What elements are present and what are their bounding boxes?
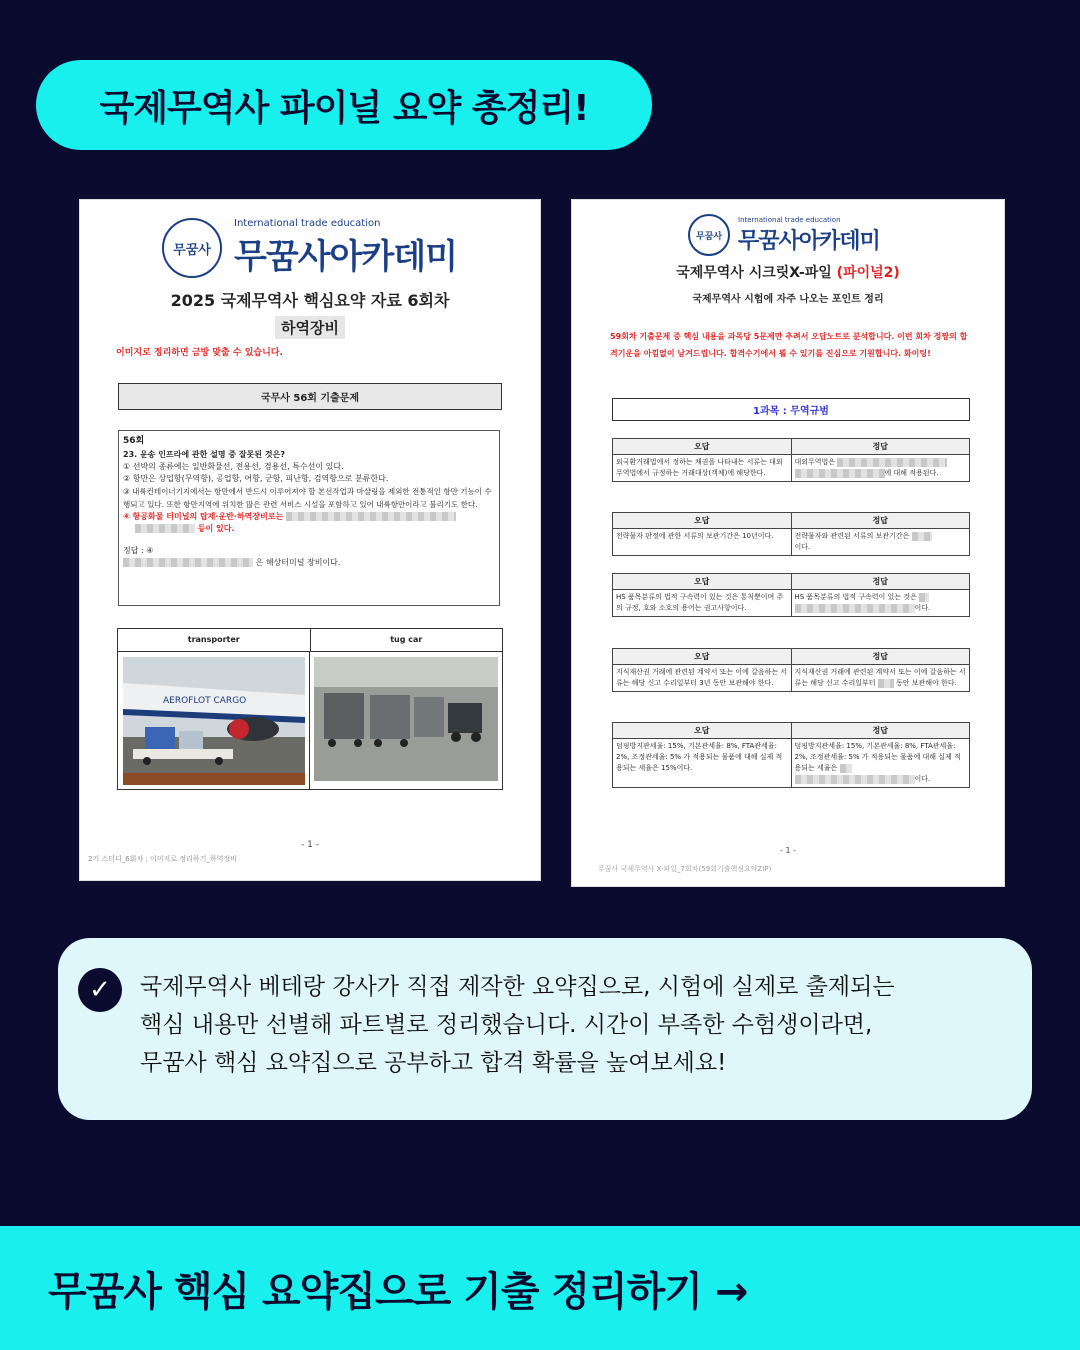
compare-table-3 bbox=[612, 573, 970, 617]
right-header: 정답 bbox=[872, 577, 888, 586]
check-circle-icon: ✓ bbox=[78, 968, 122, 1012]
wrong-header: 오답 bbox=[613, 723, 792, 738]
right-tail: 이다. bbox=[914, 604, 931, 612]
redacted-text bbox=[919, 593, 929, 602]
doc-title-accent: (파이널2) bbox=[836, 265, 900, 281]
academy-seal-icon: 무꿈사 bbox=[162, 218, 222, 278]
logo-name: 무꿈사아카데미 bbox=[234, 237, 457, 277]
description-line-2: 핵심 내용만 선별해 파트별로 정리했습니다. 시간이 부족한 수험생이라면, bbox=[140, 1012, 873, 1038]
cta-banner[interactable] bbox=[0, 1226, 1080, 1350]
document-preview-xfile bbox=[572, 200, 1004, 886]
redacted-text bbox=[795, 469, 885, 478]
page-number: - 1 - bbox=[780, 846, 796, 855]
logo-subtitle: International trade education bbox=[234, 218, 381, 229]
cta-label[interactable]: 무꿈사 핵심 요약집으로 기출 정리하기 → bbox=[48, 1268, 748, 1315]
logo-subtitle: International trade education bbox=[738, 215, 841, 224]
wrong-text: 전략물자 판정에 관한 서류의 보관기간은 10년이다. bbox=[613, 529, 792, 555]
compare-table-4 bbox=[612, 648, 970, 692]
right-header: 정답 bbox=[872, 442, 888, 451]
description-card bbox=[58, 938, 1032, 1120]
right-tail: 에 대해 적용된다. bbox=[884, 469, 939, 477]
answer-tail: 은 해상터미널 장비이다. bbox=[255, 558, 341, 567]
doc-notice: 59회차 기출문제 중 핵심 내용을 과목당 5문제만 추려서 오답노트로 분석합니다. 이번 회차 정짱의 합격기운을 아낌없이 남겨드립니다. 합격수기에서 뵐 수 있기를 진심으로 기원합니다. 화이팅! bbox=[610, 332, 968, 358]
page-number: - 1 - bbox=[301, 840, 319, 850]
redacted-text bbox=[286, 512, 456, 521]
doc-footer: 무꿈사 국제무역사 X-파일_7회차(59회기출핵심요약ZIP) bbox=[598, 865, 772, 873]
wrong-text: HS 품목분류의 법적 구속력이 있는 것은 통칙뿐이며 주의 규정, 호와 소호의 용어는 권고사항이다. bbox=[613, 590, 792, 616]
tug-car-photo bbox=[314, 657, 498, 781]
description-line-1: 국제무역사 베테랑 강사가 직접 제작한 요약집으로, 시험에 실제로 출제되는 bbox=[140, 974, 895, 1000]
table-col-transporter: transporter bbox=[118, 629, 311, 651]
wrong-header: 오답 bbox=[613, 439, 792, 454]
wrong-text: 외국환거래법에서 정하는 채권을 나타내는 서류는 대외무역법에서 규정하는 거래대상(객체)에 해당한다. bbox=[613, 455, 792, 481]
redacted-text bbox=[795, 604, 915, 613]
question-option-4: ④ 항공화물 터미널의 탑재·운반·하역장비로는 bbox=[123, 512, 284, 521]
redacted-text bbox=[840, 764, 852, 773]
doc-footer: 2기 스터디_6회차 : 이미지로 정리하기_하역장비 bbox=[88, 855, 237, 863]
doc-title: 2025 국제무역사 핵심요약 자료 6회차 bbox=[170, 291, 450, 310]
compare-table-1 bbox=[612, 438, 970, 482]
header-title: 국제무역사 파이널 요약 총정리! bbox=[99, 87, 589, 129]
question-box bbox=[118, 430, 500, 606]
doc-notice: 이미지로 정리하면 금방 맞출 수 있습니다. bbox=[116, 348, 283, 358]
table-col-tug-car: tug car bbox=[390, 635, 423, 644]
doc-subtitle: 하역장비 bbox=[275, 316, 345, 339]
right-header: 정답 bbox=[872, 652, 888, 661]
photo-aircraft-label: AEROFLOT CARGO bbox=[163, 696, 247, 706]
question-option-2: ② 항만은 상업항(무역항), 공업항, 어항, 군항, 피난항, 검역항으로 분류한다. bbox=[123, 474, 389, 483]
section-box: 국무사 56회 기출문제 bbox=[118, 383, 502, 410]
doc-subtitle: 국제무역사 시험에 자주 나오는 포인트 정리 bbox=[692, 294, 884, 305]
right-text: 전략물자와 관련된 서류의 보관기간은 bbox=[794, 532, 910, 540]
question-option-3: ③ 내륙컨테이너기지에서는 항만에서 반드시 이루어져야 할 본선작업과 마샬링을 제외한 전통적인 항만 기능이 수행되고 있다. 또한 항만지역에 위치한 많은 관련 서비스 시설을 포함하고 있어 내륙항만이라고 불리기도 한다. bbox=[123, 487, 492, 509]
doc-title: 국제무역사 시크릿X-파일 bbox=[676, 265, 832, 281]
wrong-header: 오답 bbox=[613, 649, 792, 664]
right-text: 대외무역법은 bbox=[794, 458, 836, 466]
right-tail: 이다. bbox=[914, 775, 931, 783]
right-text: HS 품목분류의 법적 구속력이 있는 것은 bbox=[794, 593, 917, 601]
wrong-header: 오답 bbox=[613, 513, 792, 528]
wrong-text: 지식재산권 거래에 관련된 계약서 또는 이에 갈음하는 서류는 해당 신고 수리일부터 3년 동안 보관해야 한다. bbox=[613, 665, 792, 691]
transporter-photo bbox=[123, 657, 305, 785]
redacted-text bbox=[123, 558, 253, 567]
document-preview-hayeok bbox=[80, 200, 540, 880]
right-text: 덤핑방지관세율: 15%, 기본관세율: 8%, FTA관세율: 2%, 조정관세율: 5% 가 적용되는 물품에 대해 실제 적용되는 세율은 bbox=[794, 742, 961, 772]
right-header: 정답 bbox=[872, 726, 888, 735]
academy-seal-icon: 무꿈사 bbox=[688, 214, 730, 256]
description-line-3: 무꿈사 핵심 요약집으로 공부하고 합격 확률을 높여보세요! bbox=[140, 1050, 727, 1076]
answer-label: 정답 : ④ bbox=[123, 546, 154, 555]
equipment-table bbox=[117, 628, 503, 790]
compare-table-5 bbox=[612, 722, 970, 788]
question-option-4-tail: 등이 있다. bbox=[197, 524, 235, 533]
right-tail: 동안 보관해야 한다. bbox=[896, 679, 957, 687]
redacted-text bbox=[135, 524, 195, 533]
right-tail: 이다. bbox=[794, 543, 811, 551]
logo-name: 무꿈사아카데미 bbox=[738, 228, 880, 254]
compare-table-2 bbox=[612, 512, 970, 556]
redacted-text bbox=[912, 532, 932, 541]
redacted-text bbox=[795, 775, 915, 784]
right-header: 정답 bbox=[872, 516, 888, 525]
question-option-1: ① 선박의 종류에는 일반화물선, 전용선, 겸용선, 특수선이 있다. bbox=[123, 462, 344, 471]
academy-logo bbox=[162, 218, 457, 278]
academy-logo bbox=[688, 214, 880, 256]
redacted-text bbox=[878, 679, 894, 688]
question-stem: 23. 운송 인프라에 관한 설명 중 잘못된 것은? bbox=[123, 450, 285, 459]
wrong-text: 덤핑방지관세율: 15%, 기본관세율: 8%, FTA관세율: 2%, 조정관세율: 5% 가 적용되는 물품에 대해 실제 적용되는 세율은 15%이다. bbox=[613, 739, 792, 787]
right-text: 지식재산권 거래에 관련된 계약서 또는 이에 갈음하는 서류는 해당 신고 수리일부터 bbox=[794, 668, 966, 687]
redacted-text bbox=[837, 458, 947, 467]
wrong-header: 오답 bbox=[613, 574, 792, 589]
subject-box: 1과목 : 무역규범 bbox=[612, 398, 970, 421]
question-round: 56회 bbox=[123, 436, 145, 446]
header-title-pill bbox=[36, 60, 652, 150]
